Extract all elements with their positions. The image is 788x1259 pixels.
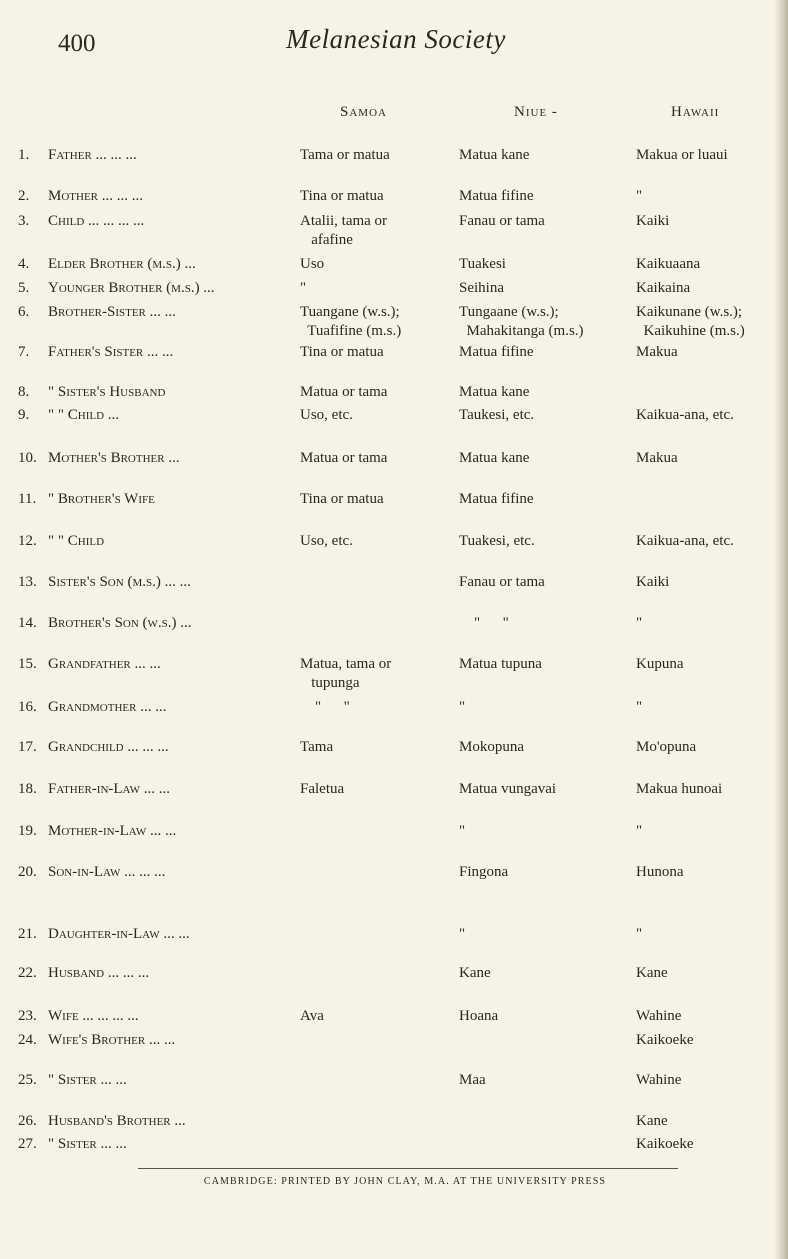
samoa-cell: Tama [300, 739, 334, 755]
row-number: 20. [18, 864, 37, 880]
row-number: 4. [18, 256, 30, 272]
niue-cell: Matua fifine [459, 188, 534, 204]
niue-cell: Tuakesi [459, 256, 506, 272]
samoa-cell: Uso [300, 256, 325, 272]
hawaii-cell: Kaikoeke [636, 1136, 694, 1152]
running-head-title: Melanesian Society [286, 24, 506, 54]
samoa-cell: Ava [300, 1008, 324, 1024]
hawaii-cell: Kaikuaana [636, 256, 701, 272]
hawaii-cell: Kaikoeke [636, 1032, 694, 1048]
niue-cell: Hoana [459, 1008, 499, 1024]
hawaii-cell: " [636, 926, 643, 942]
row-number: 13. [18, 574, 37, 590]
niue-cell: " [459, 926, 466, 942]
hawaii-cell: Kaikunane (w.s.); Kaikuhine (m.s.) [636, 304, 745, 339]
row-number: 24. [18, 1032, 37, 1048]
hawaii-cell: Makua or luaui [636, 147, 728, 163]
kin-term: " Sister ... ... [48, 1072, 127, 1088]
kin-term: Husband's Brother ... [48, 1113, 186, 1129]
kin-term: Sister's Son (m.s.) ... ... [48, 574, 191, 590]
niue-cell: Matua kane [459, 450, 530, 466]
kin-term: Grandfather ... ... [48, 656, 161, 672]
printer-imprint: CAMBRIDGE: PRINTED BY JOHN CLAY, M.A. AT THE UNIVERSITY PRESS [203, 1176, 607, 1187]
row-number: 7. [18, 344, 30, 360]
row-number: 8. [18, 384, 30, 400]
kin-term: Wife's Brother ... ... [48, 1032, 176, 1048]
column-header-hawaii: Hawaii [671, 104, 720, 120]
samoa-cell: Atalii, tama or afafine [300, 213, 388, 248]
samoa-cell: Tama or matua [300, 147, 390, 163]
niue-cell: Tuakesi, etc. [459, 533, 535, 549]
kin-term: Mother ... ... ... [48, 188, 144, 204]
hawaii-cell: Hunona [636, 864, 684, 880]
niue-cell: Fingona [459, 864, 509, 880]
samoa-cell: Faletua [300, 781, 345, 797]
kin-term: " " Child ... [48, 407, 120, 423]
kin-term: Daughter-in-Law ... ... [48, 926, 190, 942]
hawaii-cell: Kane [636, 965, 668, 981]
row-number: 1. [18, 147, 30, 163]
column-header-samoa: Samoa [340, 104, 387, 120]
row-number: 27. [18, 1136, 37, 1152]
hawaii-cell: Kaikaina [636, 280, 691, 296]
samoa-cell: Uso, etc. [300, 533, 353, 549]
hawaii-cell: Wahine [636, 1072, 682, 1088]
row-number: 16. [18, 699, 37, 715]
row-number: 18. [18, 781, 37, 797]
row-number: 21. [18, 926, 37, 942]
kin-term: Brother-Sister ... ... [48, 304, 176, 320]
row-number: 3. [18, 213, 30, 229]
kin-term: Brother's Son (w.s.) ... [48, 615, 192, 631]
row-number: 2. [18, 188, 30, 204]
niue-cell: Matua fifine [459, 491, 534, 507]
niue-cell: Fanau or tama [459, 574, 545, 590]
niue-cell: Seihina [459, 280, 504, 296]
kin-term: Elder Brother (m.s.) ... [48, 256, 196, 272]
column-header-niue: Niue - [514, 104, 558, 120]
samoa-cell: Tina or matua [300, 491, 384, 507]
niue-cell: " [459, 699, 466, 715]
kin-term: Father ... ... ... [48, 147, 137, 163]
kin-term: " " Child [48, 533, 105, 549]
hawaii-cell: Wahine [636, 1008, 682, 1024]
niue-cell: Matua kane [459, 147, 530, 163]
row-number: 14. [18, 615, 37, 631]
hawaii-cell: Kane [636, 1113, 668, 1129]
kin-term: Younger Brother (m.s.) ... [48, 280, 215, 296]
hawaii-cell: Makua [636, 344, 678, 360]
row-number: 22. [18, 965, 37, 981]
page-number: 400 [58, 30, 96, 57]
kin-term: Grandmother ... ... [48, 699, 167, 715]
hawaii-cell: Makua hunoai [636, 781, 723, 797]
kin-term: " Brother's Wife [48, 491, 155, 507]
kin-term: " Sister's Husband [48, 384, 166, 400]
niue-cell: Maa [459, 1072, 486, 1088]
niue-cell: Mokopuna [459, 739, 524, 755]
row-number: 26. [18, 1113, 37, 1129]
samoa-cell: Matua or tama [300, 384, 388, 400]
hawaii-cell: Kupuna [636, 656, 684, 672]
row-number: 19. [18, 823, 37, 839]
niue-cell: Tungaane (w.s.); Mahakitanga (m.s.) [459, 304, 584, 339]
kin-term: Son-in-Law ... ... ... [48, 864, 166, 880]
row-number: 23. [18, 1008, 37, 1024]
samoa-cell: Tuangane (w.s.); Tuafifine (m.s.) [300, 304, 402, 339]
niue-cell: Taukesi, etc. [459, 407, 535, 423]
row-number: 12. [18, 533, 37, 549]
row-number: 17. [18, 739, 37, 755]
hawaii-cell: Makua [636, 450, 678, 466]
hawaii-cell: Kaiki [636, 574, 670, 590]
hawaii-cell: Mo'opuna [636, 739, 697, 755]
hawaii-cell: " [636, 188, 643, 204]
hawaii-cell: " [636, 615, 643, 631]
kin-term: Grandchild ... ... ... [48, 739, 169, 755]
hawaii-cell: Kaiki [636, 213, 670, 229]
kin-term: Child ... ... ... ... [48, 213, 145, 229]
samoa-cell: Tina or matua [300, 188, 384, 204]
row-number: 25. [18, 1072, 37, 1088]
kin-term: " Sister ... ... [48, 1136, 127, 1152]
kin-term: Mother's Brother ... [48, 450, 180, 466]
hawaii-cell: Kaikua-ana, etc. [636, 533, 734, 549]
niue-cell: " " [459, 615, 509, 631]
row-number: 15. [18, 656, 37, 672]
samoa-cell: " " [300, 699, 350, 715]
hawaii-cell: Kaikua-ana, etc. [636, 407, 734, 423]
hawaii-cell: " [636, 823, 643, 839]
samoa-cell: Matua, tama or tupunga [300, 656, 392, 691]
niue-cell: Matua fifine [459, 344, 534, 360]
row-number: 10. [18, 450, 37, 466]
footer-rule [138, 1168, 678, 1169]
niue-cell: Matua kane [459, 384, 530, 400]
kin-term: Wife ... ... ... ... [48, 1008, 139, 1024]
row-number: 5. [18, 280, 30, 296]
samoa-cell: " [300, 280, 307, 296]
row-number: 6. [18, 304, 30, 320]
row-number: 9. [18, 407, 30, 423]
niue-cell: Matua vungavai [459, 781, 557, 797]
niue-cell: Matua tupuna [459, 656, 542, 672]
samoa-cell: Tina or matua [300, 344, 384, 360]
row-number: 11. [18, 491, 37, 507]
niue-cell: Fanau or tama [459, 213, 545, 229]
samoa-cell: Matua or tama [300, 450, 388, 466]
hawaii-cell: " [636, 699, 643, 715]
niue-cell: " [459, 823, 466, 839]
kin-term: Husband ... ... ... [48, 965, 150, 981]
kin-term: Father-in-Law ... ... [48, 781, 170, 797]
kin-term: Mother-in-Law ... ... [48, 823, 177, 839]
samoa-cell: Uso, etc. [300, 407, 353, 423]
niue-cell: Kane [459, 965, 491, 981]
kin-term: Father's Sister ... ... [48, 344, 174, 360]
